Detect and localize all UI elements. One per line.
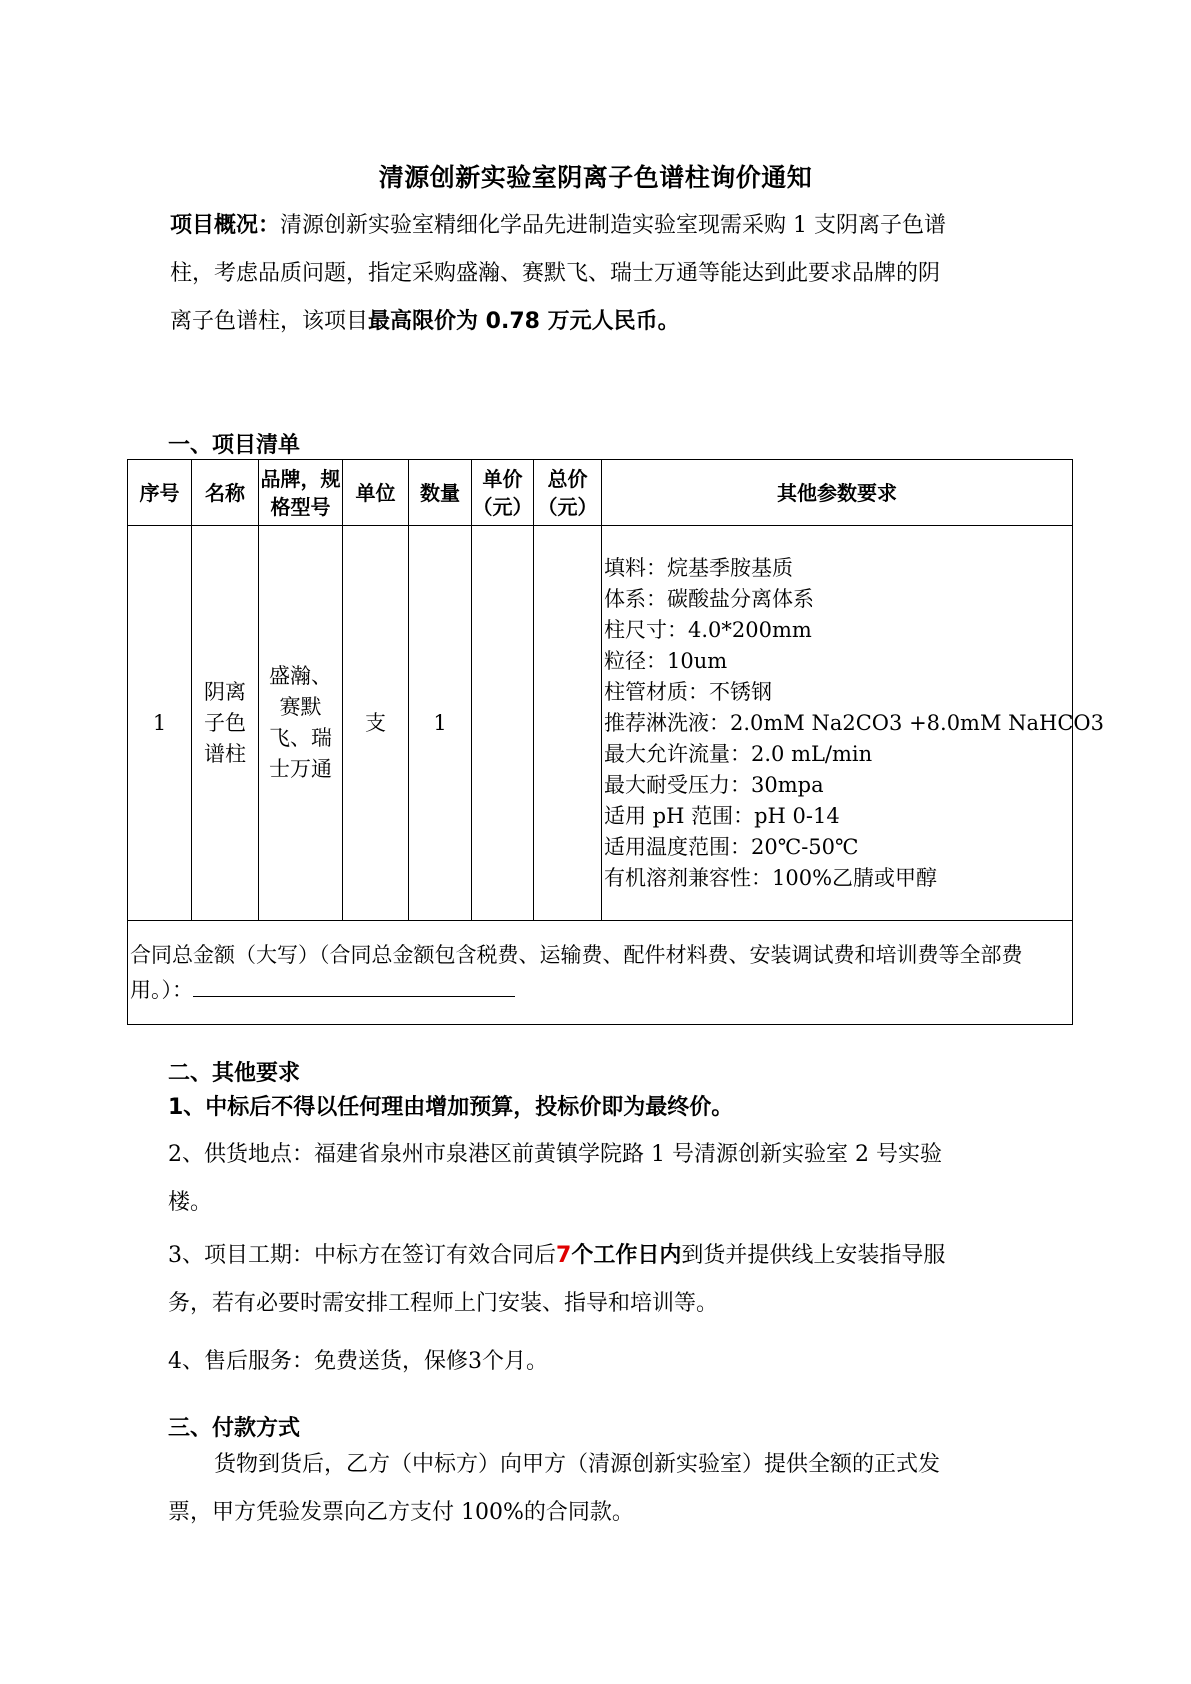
item-table	[127, 459, 1105, 1025]
param-line: 体系：碳酸盐分离体系	[604, 586, 814, 611]
requirement-3-prefix: 3、项目工期：中标方在签订有效合同后	[168, 1243, 556, 1268]
param-line: 推荐淋洗液：2.0mM Na2CO3 +8.0mM NaHCO3	[604, 710, 1105, 735]
header-unit-price: 单价（元）	[472, 460, 534, 526]
requirement-3-suffix: 到货并提供线上安装指导服务，若有必要时需安排工程师上门安装、指导和培训等。	[168, 1243, 946, 1316]
section1-heading: 一、项目清单	[168, 433, 301, 458]
param-line: 柱管材质：不锈钢	[604, 679, 772, 704]
table-row	[128, 526, 1073, 921]
param-line: 粒径：10um	[604, 648, 728, 673]
overview-label: 项目概况：	[170, 213, 281, 238]
header-total-price: 总价（元）	[534, 460, 602, 526]
param-line: 适用温度范围：20℃-50℃	[604, 834, 859, 859]
header-name: 名称	[192, 460, 259, 526]
overview-text: 清源创新实验室精细化学品先进制造实验室现需采购 1 支阴离子色谱柱，考虑品质问题，指定采购盛瀚、赛默飞、瑞士万通等能达到此要求品牌的阴离子色谱柱，该项目	[170, 213, 947, 334]
requirement-3-workdays: 个工作日内	[571, 1243, 682, 1268]
requirement-4: 4、售后服务：免费送货，保修3个月。	[168, 1349, 548, 1374]
cell-name: 阴离子色谱柱	[192, 526, 259, 921]
section2-heading: 二、其他要求	[168, 1061, 301, 1086]
page-title: 清源创新实验室阴离子色谱柱询价通知	[378, 163, 813, 192]
param-line: 柱尺寸：4.0*200mm	[604, 617, 812, 642]
param-line: 最大耐受压力：30mpa	[604, 772, 824, 797]
table-header-row	[128, 460, 1073, 526]
cell-total-price	[534, 526, 602, 921]
header-brand: 品牌，规格型号	[259, 460, 343, 526]
payment-paragraph: 货物到货后，乙方（中标方）向甲方（清源创新实验室）提供全额的正式发票，甲方凭验发票向乙方支付 100%的合同款。	[168, 1452, 941, 1525]
param-line: 最大允许流量：2.0 mL/min	[604, 741, 873, 766]
param-line: 有机溶剂兼容性：100%乙腈或甲醇	[604, 865, 938, 890]
cell-unit-price	[472, 526, 534, 921]
overview-price-limit: 最高限价为 0.78 万元人民币。	[368, 309, 680, 334]
contract-total-label: 合同总金额（大写）（合同总金额包含税费、运输费、配件材料费、安装调试费和培训费等全部费用。）：	[130, 942, 1023, 1002]
requirement-3-days: 7	[556, 1243, 572, 1268]
header-unit: 单位	[343, 460, 409, 526]
header-seq: 序号	[128, 460, 192, 526]
overview-paragraph	[170, 202, 950, 346]
contract-total-blank	[193, 974, 515, 997]
header-params: 其他参数要求	[602, 460, 1073, 526]
section3-heading: 三、付款方式	[168, 1416, 301, 1441]
cell-qty: 1	[409, 526, 472, 921]
param-line: 适用 pH 范围：pH 0-14	[604, 803, 840, 828]
requirement-2: 2、供货地点：福建省泉州市泉港区前黄镇学院路 1 号清源创新实验室 2 号实验楼。	[168, 1142, 942, 1215]
requirement-1: 1、中标后不得以任何理由增加预算，投标价即为最终价。	[168, 1095, 734, 1120]
cell-unit: 支	[343, 526, 409, 921]
header-qty: 数量	[409, 460, 472, 526]
param-line: 填料：烷基季胺基质	[604, 555, 793, 580]
cell-brand: 盛瀚、赛默飞、瑞士万通	[259, 526, 343, 921]
cell-params	[602, 526, 1105, 921]
cell-seq: 1	[128, 526, 192, 921]
table-total-row	[128, 921, 1073, 1025]
requirement-3	[168, 1232, 958, 1328]
contract-total-cell	[128, 921, 1073, 1025]
